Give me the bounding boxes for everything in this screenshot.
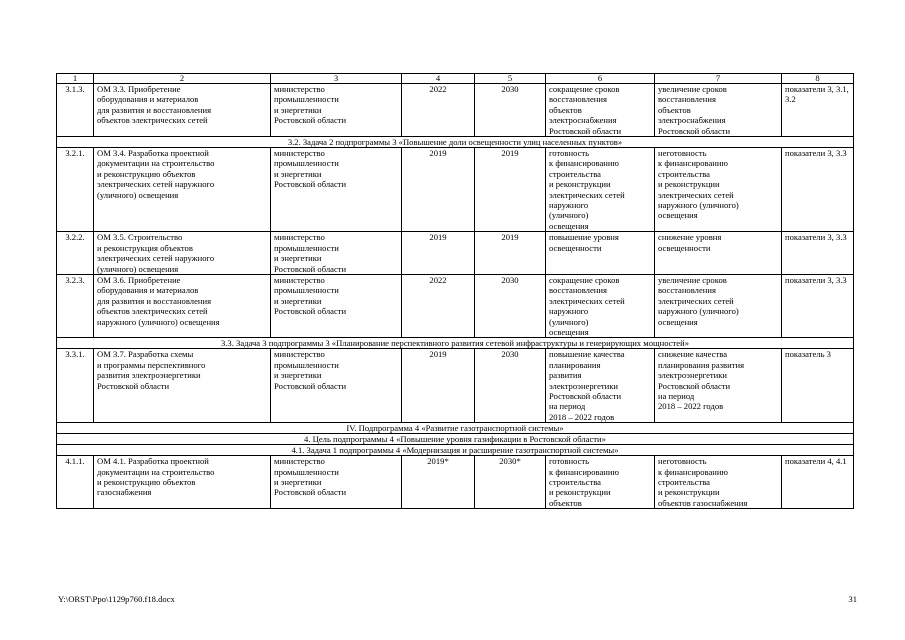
related-indicators-cell: показатели 3, 3.3 (782, 274, 854, 337)
row-number-cell: 3.2.3. (57, 274, 94, 337)
related-indicators-cell: показатели 3, 3.3 (782, 232, 854, 275)
section-title: IV. Подпрограмма 4 «Развитие газотранспортной системы» (57, 423, 854, 434)
table-row (57, 274, 854, 337)
header-cell: 4 (402, 74, 475, 84)
header-cell: 8 (782, 74, 854, 84)
section-row (57, 423, 854, 434)
measure-name-cell: ОМ 3.4. Разработка проектной документации на строительство и реконструкцию объектов электрических сетей наружного (уличного) освещения (94, 148, 271, 232)
header-cell: 5 (475, 74, 546, 84)
measure-name-cell: ОМ 3.5. Строительство и реконструкция объектов электрических сетей наружного (уличного) освещения (94, 232, 271, 275)
end-year-cell: 2019 (475, 148, 546, 232)
executor-cell: министерство промышленности и энергетики Ростовской области (271, 148, 402, 232)
related-indicators-cell: показатели 3, 3.1, 3.2 (782, 84, 854, 137)
section-row (57, 434, 854, 445)
table-row (57, 148, 854, 232)
end-year-cell: 2030 (475, 84, 546, 137)
executor-cell: министерство промышленности и энергетики Ростовской области (271, 349, 402, 423)
start-year-cell: 2019 (402, 232, 475, 275)
header-cell: 1 (57, 74, 94, 84)
table-row (57, 232, 854, 275)
non-implementation-consequence-cell: увеличение сроков восстановления объектов электроснабжения Ростовской области (655, 84, 782, 137)
end-year-cell: 2019 (475, 232, 546, 275)
start-year-cell: 2022 (402, 274, 475, 337)
header-cell: 3 (271, 74, 402, 84)
expected-result-cell: готовность к финансированию строительства и реконструкции электрических сетей наружного (уличного) освещения (546, 148, 655, 232)
header-cell: 2 (94, 74, 271, 84)
header-row (57, 74, 854, 84)
executor-cell: министерство промышленности и энергетики Ростовской области (271, 84, 402, 137)
executor-cell: министерство промышленности и энергетики Ростовской области (271, 274, 402, 337)
executor-cell: министерство промышленности и энергетики Ростовской области (271, 232, 402, 275)
measure-name-cell: ОМ 3.7. Разработка схемы и программы перспективного развития электроэнергетики Ростовской области (94, 349, 271, 423)
row-number-cell: 3.1.3. (57, 84, 94, 137)
row-number-cell: 4.1.1. (57, 456, 94, 509)
section-title: 4.1. Задача 1 подпрограммы 4 «Модернизация и расширение газотранспортной системы» (57, 445, 854, 456)
related-indicators-cell: показатель 3 (782, 349, 854, 423)
row-number-cell: 3.2.1. (57, 148, 94, 232)
page-number: 31 (848, 594, 857, 604)
expected-result-cell: повышение качества планирования развития электроэнергетики Ростовской области на период 2018 – 2022 годов (546, 349, 655, 423)
header-cell: 6 (546, 74, 655, 84)
related-indicators-cell: показатели 4, 4.1 (782, 456, 854, 509)
end-year-cell: 2030 (475, 274, 546, 337)
end-year-cell: 2030 (475, 349, 546, 423)
expected-result-cell: повышение уровня освещенности (546, 232, 655, 275)
related-indicators-cell: показатели 3, 3.3 (782, 148, 854, 232)
start-year-cell: 2022 (402, 84, 475, 137)
table-row (57, 456, 854, 509)
measure-name-cell: ОМ 3.3. Приобретение оборудования и материалов для развития и восстановления объектов электрических сетей (94, 84, 271, 137)
section-row (57, 137, 854, 148)
table-row (57, 349, 854, 423)
table-row (57, 84, 854, 137)
section-row (57, 445, 854, 456)
non-implementation-consequence-cell: неготовность к финансированию строительства и реконструкции объектов газоснабжения (655, 456, 782, 509)
measures-table (56, 73, 854, 509)
non-implementation-consequence-cell: снижение качества планирования развития электроэнергетики Ростовской области на период 2018 – 2022 годов (655, 349, 782, 423)
non-implementation-consequence-cell: неготовность к финансированию строительства и реконструкции электрических сетей наружного (уличного) освещения (655, 148, 782, 232)
start-year-cell: 2019 (402, 148, 475, 232)
expected-result-cell: готовность к финансированию строительства и реконструкции объектов (546, 456, 655, 509)
executor-cell: министерство промышленности и энергетики Ростовской области (271, 456, 402, 509)
expected-result-cell: сокращение сроков восстановления объектов электроснабжения Ростовской области (546, 84, 655, 137)
end-year-cell: 2030* (475, 456, 546, 509)
row-number-cell: 3.3.1. (57, 349, 94, 423)
start-year-cell: 2019 (402, 349, 475, 423)
file-path: Y:\ORST\Ppo\1129p760.f18.docx (58, 594, 175, 604)
non-implementation-consequence-cell: снижение уровня освещенности (655, 232, 782, 275)
header-cell: 7 (655, 74, 782, 84)
section-title: 3.2. Задача 2 подпрограммы 3 «Повышение доли освещенности улиц населенных пунктов» (57, 137, 854, 148)
section-row (57, 338, 854, 349)
non-implementation-consequence-cell: увеличение сроков восстановления электрических сетей наружного (уличного) освещения (655, 274, 782, 337)
measure-name-cell: ОМ 4.1. Разработка проектной документации на строительство и реконструкцию объектов газоснабжения (94, 456, 271, 509)
row-number-cell: 3.2.2. (57, 232, 94, 275)
section-title: 4. Цель подпрограммы 4 «Повышение уровня газификации в Ростовской области» (57, 434, 854, 445)
start-year-cell: 2019* (402, 456, 475, 509)
expected-result-cell: сокращение сроков восстановления электрических сетей наружного (уличного) освещения (546, 274, 655, 337)
measure-name-cell: ОМ 3.6. Приобретение оборудования и материалов для развития и восстановления объектов электрических сетей наружного (уличного) освещения (94, 274, 271, 337)
section-title: 3.3. Задача 3 подпрограммы 3 «Планирование перспективного развития сетевой инфраструктуры и генерирующих мощностей» (57, 338, 854, 349)
